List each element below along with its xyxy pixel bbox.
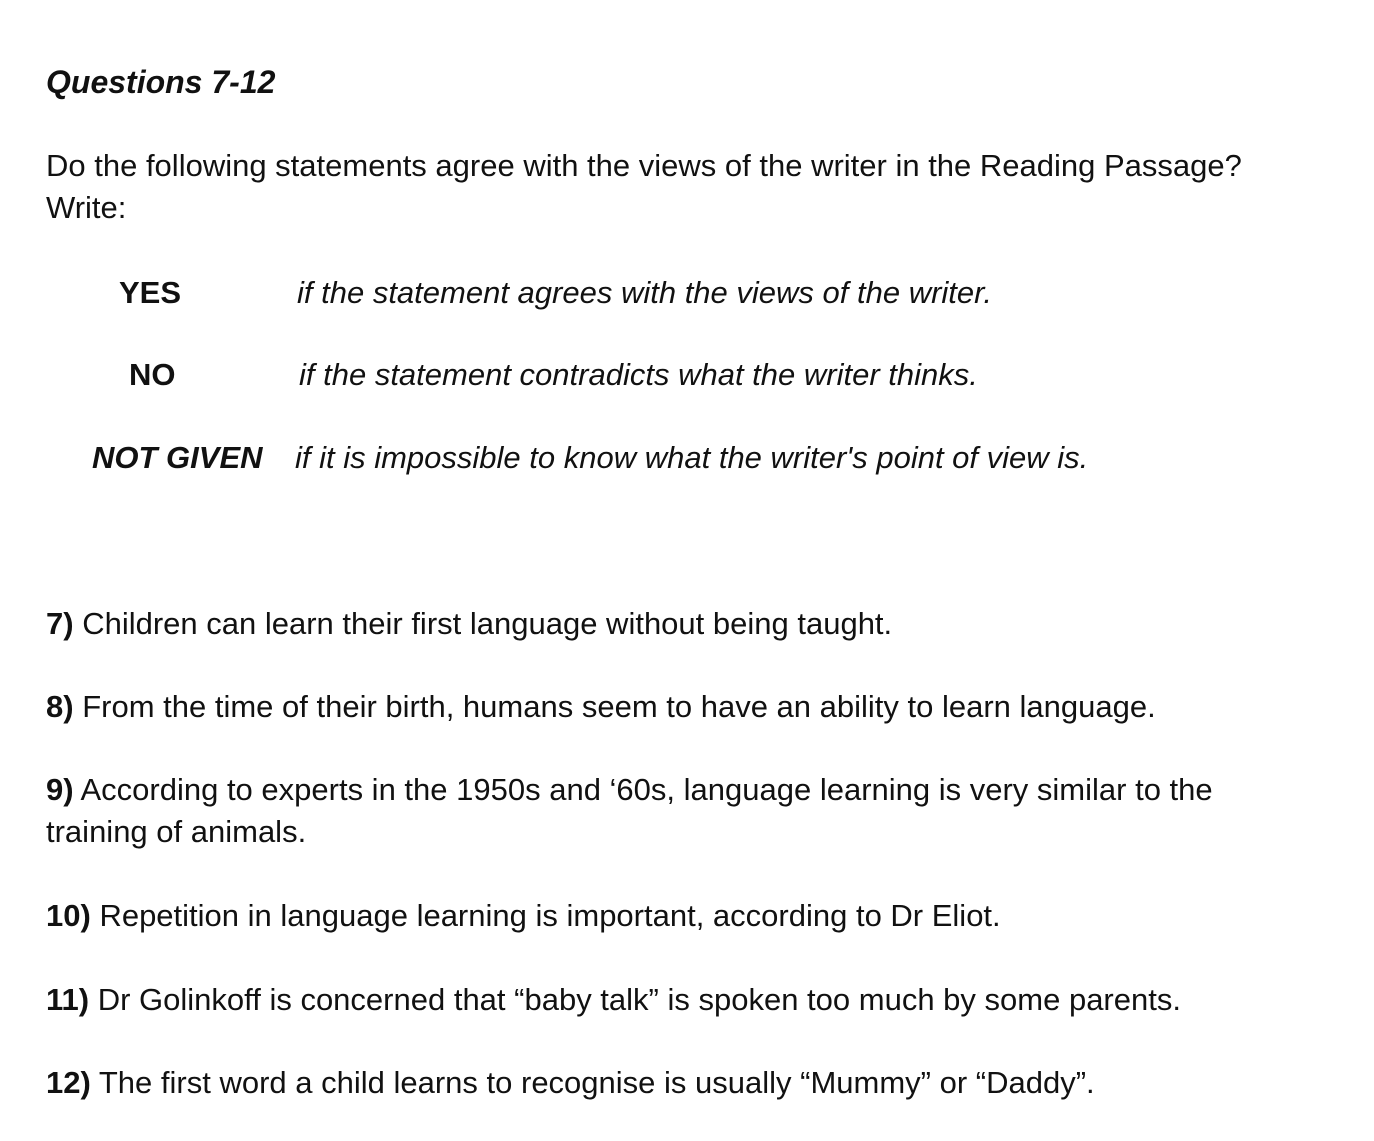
question-line xyxy=(46,895,1346,937)
section-heading: Questions 7-12 xyxy=(46,64,276,100)
instructions xyxy=(46,145,1346,229)
question-12 xyxy=(46,1062,1346,1104)
question-10 xyxy=(46,895,1346,937)
question-line xyxy=(46,603,1346,645)
key-definition-yes: if the statement agrees with the views of the writer. xyxy=(297,275,992,310)
key-term-no: NO xyxy=(129,357,176,392)
question-number: 8) xyxy=(46,689,74,724)
key-definition-not-given: if it is impossible to know what the writer's point of view is. xyxy=(295,440,1089,475)
question-number: 11) xyxy=(46,982,90,1017)
question-text: Repetition in language learning is important, according to Dr Eliot. xyxy=(99,898,1001,933)
question-text: From the time of their birth, humans seem to have an ability to learn language. xyxy=(82,689,1156,724)
key-row-yes xyxy=(0,273,1374,313)
question-line xyxy=(46,1062,1346,1104)
question-7 xyxy=(46,603,1346,645)
question-9 xyxy=(46,769,1346,853)
question-text: According to experts in the 1950s and ‘60s, language learning is very similar to the xyxy=(80,772,1213,807)
key-term-not-given: NOT GIVEN xyxy=(92,440,263,475)
key-row-not-given xyxy=(0,438,1374,478)
question-number: 10) xyxy=(46,898,91,933)
question-text: Dr Golinkoff is concerned that “baby talk” is spoken too much by some parents. xyxy=(97,982,1181,1017)
question-11 xyxy=(46,979,1346,1021)
question-8 xyxy=(46,686,1346,728)
instructions-line-2: Write: xyxy=(46,190,127,225)
key-definition-no: if the statement contradicts what the writer thinks. xyxy=(299,357,978,392)
question-line-continued: training of animals. xyxy=(46,814,307,849)
question-text: The first word a child learns to recognise is usually “Mummy” or “Daddy”. xyxy=(98,1065,1095,1100)
question-text: Children can learn their first language without being taught. xyxy=(82,606,893,641)
question-line xyxy=(46,979,1346,1021)
question-line xyxy=(46,769,1346,811)
instructions-line-1: Do the following statements agree with the views of the writer in the Reading Passage? xyxy=(46,148,1242,183)
question-number: 9) xyxy=(46,772,74,807)
question-line xyxy=(46,686,1346,728)
key-row-no xyxy=(0,355,1374,395)
question-number: 12) xyxy=(46,1065,91,1100)
question-number: 7) xyxy=(46,606,74,641)
key-term-yes: YES xyxy=(119,275,182,310)
